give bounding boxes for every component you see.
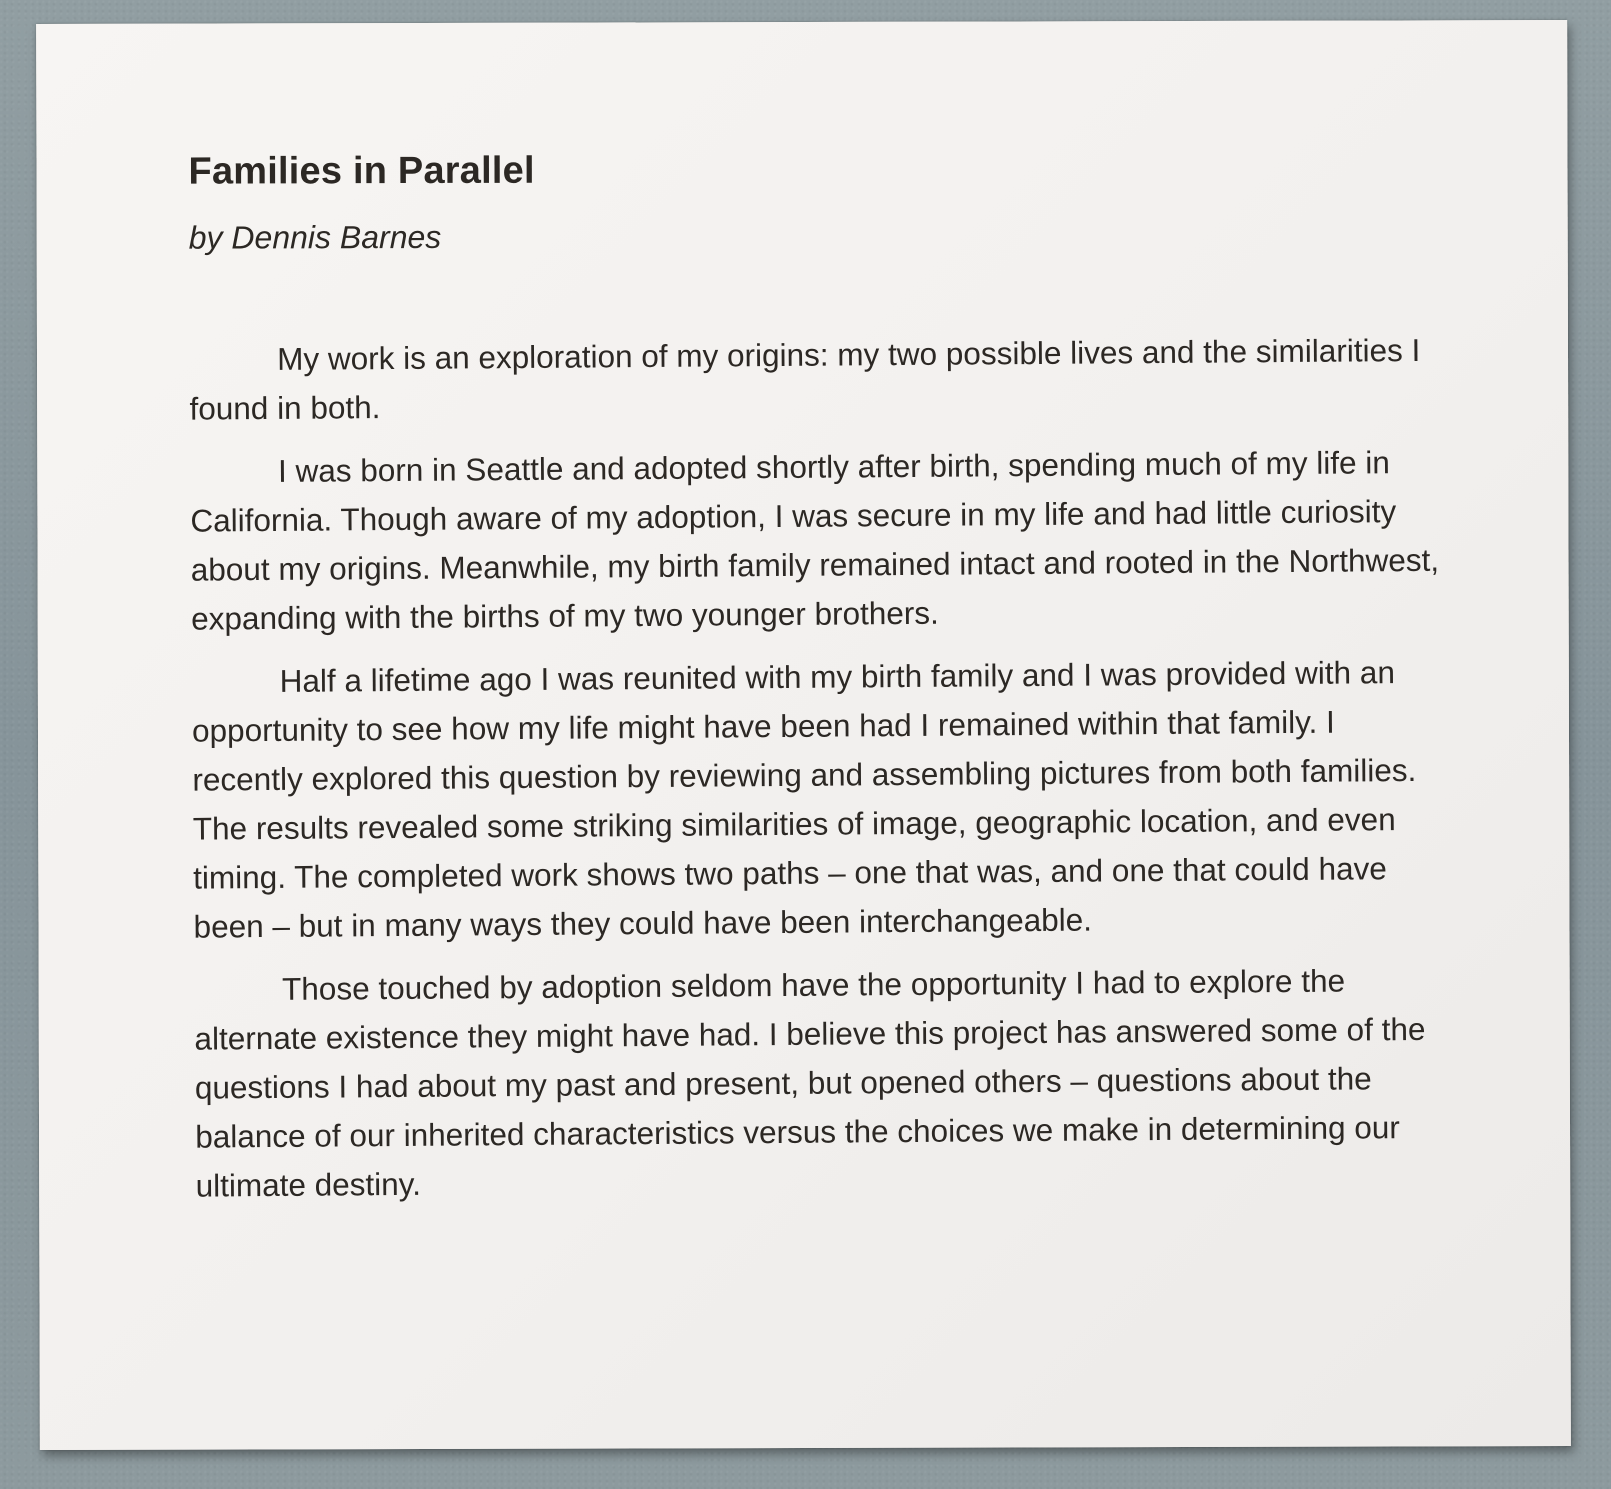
statement-paragraph-2: I was born in Seattle and adopted shortly after birth, spending much of my life in California. Though aware of my adoption, I was secure in my life and had little curiosity about my origins. Meanwhile, my birth family remained intact and rooted in the Northwest, expanding with the births of my two younger brothers. <box>190 444 1440 637</box>
artist-statement-placard <box>36 20 1571 1450</box>
statement-paragraph-1: My work is an exploration of my origins: my two possible lives and the similarities I found in both. <box>189 331 1421 427</box>
statement-paragraph-4: Those touched by adoption seldom have the opportunity I had to explore the alternate existence they might have had. I believe this project has answered some of the questions I had about my past and present, but opened others – questions about the balance of our inherited characteristics versus the choices we make in determining our ultimate destiny. <box>194 962 1426 1204</box>
placard-content <box>188 144 1451 1224</box>
statement-body <box>189 326 1456 1211</box>
placard-title: Families in Parallel <box>188 149 535 193</box>
placard-byline: by Dennis Barnes <box>188 218 442 256</box>
statement-paragraph-3: Half a lifetime ago I was reunited with my birth family and I was provided with an opportunity to see how my life might have been had I remained within that family. I recently explored this question by reviewing and assembling pictures from both families. The results revealed some striking similarities of image, geographic location, and even timing. The completed work shows two paths – one that was, and one that could have been – but in many ways they could have been interchangeable. <box>191 654 1417 945</box>
